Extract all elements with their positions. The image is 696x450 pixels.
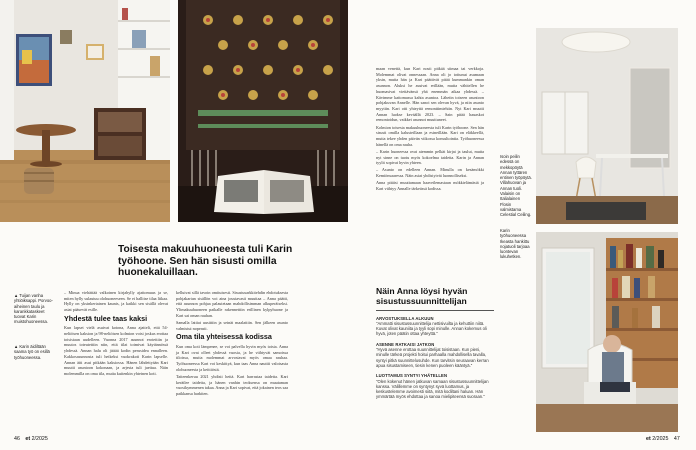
bedroom-photo xyxy=(536,28,678,224)
magazine-logo: et xyxy=(646,436,651,442)
headline: Toisesta makuuhuoneesta tuli Karin työhoone. Sen hän sisusti omilla huonekaluillaan. xyxy=(118,244,293,278)
body-text: kelluivat sillä tavoin omituisesti. Sisustusarkkitehdin ehdotuksesta pohjakartan sisällön voi aina joustavasti muuttaa – Anna päätti, että asunnon pohjaa palautetaan mahdollisimman alkuperäiseksi. Ylimakuuhuoneen paikalle rakennettiin erillinen kylpyhuone ja Kari sai oman rauhan. xyxy=(176,290,288,318)
body-text: maan venettä, kun Kari nosti pitkää siimaa tai verkkoja. Molemmat olivat onnessaan. Anna oli jo tottunut asumaan yksin, mutta hän ja Kari päättivät pitää kummankin oman asunnon. Aluksi he asuivat erillään, mutta vähitellen he huomasivat viettävänsä yhä enemmän aikaa yhdessä. – Kävimme kattomassa kahta asuntoa. Lähetin toiseen asuntoon pohjakuvan Annelle. Hän sanoi sen olevan hyvä, ja niin asunto myytiin. Kari otti yhteyttä remonttimiehiin. Nyt Kari muutti Annan luokse keväällä 2023. – Sain pitää hauaskot remontoidun, vaikkei asunnot muuttuneet. xyxy=(376,66,484,123)
section-heading: Oma tila yhteisessä kodissa xyxy=(176,332,272,342)
left-folio xyxy=(14,436,48,442)
caption-bedroom xyxy=(500,154,532,218)
page-number: 46 xyxy=(14,436,20,442)
caption-workroom xyxy=(500,228,532,260)
right-page xyxy=(348,0,696,450)
caption-living-room xyxy=(14,293,54,325)
sidebar-divider xyxy=(376,310,494,311)
body-text: Kun oma koti lämpenee, se voi palvella hyvin myös toista. Anna ja Kari ovat olleet yhdessä vuosia, ja he viihtyvät samoissa tiloissa, mutta molemmat arvostavat myös omaa rauhaa. Työhuoneessa Kari voi keskittyä, kun taas Anna nauttii valoisasta olohuoneesta ja keittiöstä. xyxy=(176,343,288,372)
caption-arrow-icon: ▲ xyxy=(14,344,20,349)
body-text: Samalla lattiat uusittiin ja seinät maalattiin. Sen jälkeen asunto valmistui nopeasti. xyxy=(176,320,288,331)
sidebar-text: "Hyvä asenne erottaa suunnittelijat toisistaan. Kun pieni, minulle tärkeä projekti hoitui parhaalla mahdollisella tavalla, syntyi pitkä suunnittelusuhde. Kun tarvitsin seuraavan kerran apua sisustamiseen, tiesin kenen puoleen kääntyä." xyxy=(376,347,489,368)
caption-bedroom-text: Isoin peilin edessä on mekkopöytä Annan tyttären entinen työpöytä. Villahuovan ja Annan tuoli. Valaisin on Italialainen Flosin valmistama Celestial Ceiling. xyxy=(500,154,532,218)
caption-workroom-text: Karin työhuoneessa Ikeasta hankittu nojatuoli tarjoaa luontevan lukuhetken. xyxy=(500,228,530,260)
left-column-1 xyxy=(64,290,168,378)
caption-tapestry xyxy=(14,344,54,360)
body-text: – Asunto on edelleen Annan. Minulla on kesämökki Kemiönsaaressa. Näin asiat yhdistyivät luonnolliseksi. xyxy=(376,167,484,179)
sidebar-title: Näin Anna löysi hyvän sisustussuunnittelijan xyxy=(376,286,468,306)
left-column-2 xyxy=(176,290,288,398)
issue-number: 2/2025 xyxy=(652,436,669,442)
right-column-1 xyxy=(376,66,484,193)
caption-arrow-icon: ▲ xyxy=(14,293,20,298)
sidebar-heading: ASENNE RATKAISI JATKON xyxy=(376,341,435,347)
designer-sidebar xyxy=(376,287,494,400)
body-text: Taiteenkeruu 2021 yhdisti heitä. Kari harrastaa taidetta. Kari keräilee taidetta, ja hänen vanhin teoksensa on muutaman vuosikymmenen takaa. Anna ja Kari sopivat, että jokainen teos saa paikkansa harkiten. xyxy=(176,373,288,397)
living-room-photo xyxy=(0,0,170,222)
body-text: Anna pitäisi muuttamaan haaveilemastaan mökkielämästä ja Kari viihtyy Annalle tärkeässä kodissa. xyxy=(376,180,484,192)
body-text: – Karin huoneessa ovat aiemmin pelkät kirjat ja taulut, mutta nyt sinne on tuotu myös kokoelma taidetta. Karin ja Annan tyylit sopivat hyvin yhteen. xyxy=(376,148,484,166)
caption-tapestry-text: Karin äidiltään saama työ on esillä työhuoneessa. xyxy=(14,344,50,360)
sidebar-heading: ARVOSTUKSELLA ALKUUN xyxy=(376,315,434,321)
body-text: Kolmion toisesta makuuhuoneesta tuli Karin työhoone. Sen hän sisusti omilla kalusteillaan ja esineillään. Kari on eläkkeellä, mutta tekee yhden päivän viikossa konsultointia. Työhuoneessa hänellä on oma rauha. xyxy=(376,124,484,147)
issue-number: 2/2025 xyxy=(31,436,48,442)
body-text: – Minua viehättää valkoinen kirjahylly ajattomuus ja se, miten hylly sulautuu olohuoneeseen. Se ei hallitse tilaa liikaa. Hylly on yksinkertainen kaunis, ja kaikki sen sisällä olevat asiat pääsevät esille. xyxy=(64,290,168,313)
right-folio xyxy=(646,436,680,442)
caption-living-room-text: Tuijan vanha yhtiöiksappi. Porvoo-aiheinen taulu ja karankkataskeet tuovat Karin muistohuoneessa. xyxy=(14,293,53,325)
page-number: 47 xyxy=(673,436,680,442)
tapestry-photo xyxy=(178,0,348,222)
magazine-logo: et xyxy=(25,436,31,442)
sidebar-text: "Olen kokenut hänen jatkuvan samaan sisustussuunnittelijan kanssa. Välillemme on syntynyt syvä luottamus, ja keskustelemme avoimesti siitä, mitä kodiltani haluan. Hän ymmärtää myös ehdottaa ja sanoa mielipiteensä suoraan." xyxy=(376,378,489,400)
sidebar-heading: LUOTTAMUS SYNTYI YHÄTELLEN xyxy=(376,373,448,379)
body-text: Kun lapset vielä asuivat kotona, Anna ajatteli, että 54-neliöisen kaksion ja 98-neliöisen kolmion voisi joskus erottaa toisistaan uudelleen. Vuonna 2017 asunnot erotettiin ja muutos toteutettiin niin, että tilat toimivat käytännössä yhdessä. Annan halu oli jättää kodin perusidea ennalleen. Kakkosasunnosta tuli hetkeksi vuokrakoti Karin lapselle. Annan äiti asui pitkään kaksiossa. Hänen lähdettyään Kari muutti asuntoon kokonaan, ja arjesta tuli jaettua. Näin molemmilla on oma tila, mutta kuitenkin yhteinen koti. xyxy=(64,325,168,376)
section-heading: Yhdestä tulee taas kaksi xyxy=(64,313,148,323)
workroom-photo xyxy=(536,232,678,432)
sidebar-text: "Ammatti sisustussuunnittelija nettisivuilta ja kehuttiin niitä. Kuvat olivat kauniita ja tyyli sopi minulle. Annan kokemus oli hyvä, joten päätin ottaa yhteyttä." xyxy=(376,320,487,337)
